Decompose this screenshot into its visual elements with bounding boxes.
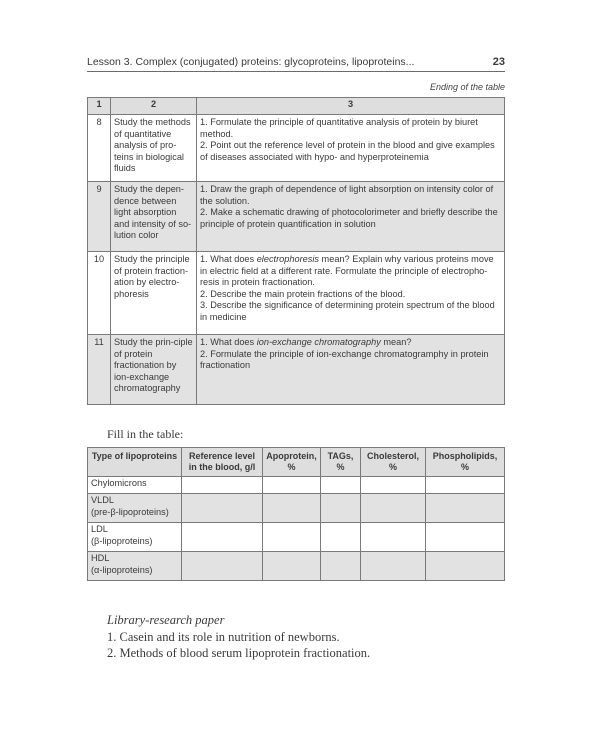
tasks-cell xyxy=(197,252,505,335)
topic-cell: Study the principle of protein fraction-ation by electro-phoresis xyxy=(111,252,197,335)
table-row xyxy=(88,494,505,523)
blank-cell[interactable] xyxy=(361,523,426,552)
blank-cell[interactable] xyxy=(321,523,361,552)
task-item: 1. Formulate the principle of quantitative analysis of protein by biuret method. xyxy=(200,117,478,139)
library-research-section xyxy=(107,612,370,662)
lipoprotein-name: LDL xyxy=(91,524,108,534)
topic-cell: Study the prin-ciple of protein fractionation by ion-exchange chromatography xyxy=(111,335,197,405)
lipoprotein-name: Chylomicrons xyxy=(91,478,147,488)
lipoprotein-type-cell xyxy=(88,477,182,494)
lipoprotein-type-cell xyxy=(88,494,182,523)
blank-cell[interactable] xyxy=(361,552,426,581)
row-number: 10 xyxy=(88,252,111,335)
lesson-tasks-table xyxy=(87,97,505,405)
task-item: 3. Describe the significance of determining protein spectrum of the blood in medicine xyxy=(200,300,495,322)
table-row xyxy=(88,115,505,182)
task-item: 1. Draw the graph of dependence of light absorption on intensity color of the solution. xyxy=(200,184,494,206)
column-header: TAGs, % xyxy=(321,448,361,477)
table-row xyxy=(88,477,505,494)
lipoprotein-alias: (β-lipoproteins) xyxy=(91,535,153,546)
list-item: 2. Methods of blood serum lipoprotein fractionation. xyxy=(107,646,371,660)
task-item: 2. Point out the reference level of protein in the blood and give examples of diseases associated with hypo- and hyperproteinemia xyxy=(200,140,495,162)
row-number: 11 xyxy=(88,335,111,405)
blank-cell[interactable] xyxy=(182,477,263,494)
table-row xyxy=(88,552,505,581)
task-text: mean? Explain why various proteins move in electric field at a different rate. Formulate the principle of electropho-resis in protein fractionation. xyxy=(200,254,494,288)
topic-cell: Study the methods of quantitative analysis of pro-teins in biological fluids xyxy=(111,115,197,182)
task-term: electrophoresis xyxy=(256,254,319,264)
task-text: mean? xyxy=(380,337,412,347)
blank-cell[interactable] xyxy=(321,494,361,523)
lipoprotein-alias: (pre-β-lipoproteins) xyxy=(91,506,169,517)
task-item: 2. Formulate the principle of ion-exchange chromatogramphy in protein fractionation xyxy=(200,348,489,371)
column-header: Phospholipids, % xyxy=(426,448,505,477)
task-text: 1. What does xyxy=(200,254,257,264)
column-header: Reference level in the blood, g/l xyxy=(182,448,263,477)
blank-cell[interactable] xyxy=(263,494,321,523)
column-header: 2 xyxy=(111,98,197,115)
tasks-cell xyxy=(197,115,505,182)
tasks-cell xyxy=(197,182,505,252)
blank-cell[interactable] xyxy=(426,552,505,581)
task-text: 1. What does xyxy=(200,337,257,347)
list-item: 1. Casein and its role in nutrition of newborns. xyxy=(107,629,340,644)
blank-cell[interactable] xyxy=(426,494,505,523)
running-header xyxy=(87,52,505,72)
blank-cell[interactable] xyxy=(182,552,263,581)
table-header-row xyxy=(88,448,505,477)
table-row xyxy=(88,335,505,405)
lipoprotein-alias: (α-lipoproteins) xyxy=(91,564,153,575)
topic-cell: Study the depen-dence between light absorption and intensity of so-lution color xyxy=(111,182,197,252)
blank-cell[interactable] xyxy=(182,523,263,552)
fill-instruction: Fill in the table: xyxy=(107,427,184,441)
table-header-row xyxy=(88,98,505,115)
tasks-cell xyxy=(197,335,505,405)
task-item xyxy=(200,337,501,349)
lipoprotein-type-cell xyxy=(88,552,182,581)
column-header: Type of lipoproteins xyxy=(88,448,182,477)
task-item xyxy=(200,254,501,289)
blank-cell[interactable] xyxy=(426,523,505,552)
page-number: 23 xyxy=(492,56,505,68)
column-header: Cholesterol, % xyxy=(361,448,426,477)
blank-cell[interactable] xyxy=(182,494,263,523)
column-header: Apoprotein, % xyxy=(263,448,321,477)
blank-cell[interactable] xyxy=(263,477,321,494)
row-number: 9 xyxy=(88,182,111,252)
lipoproteins-table xyxy=(87,447,505,581)
blank-cell[interactable] xyxy=(321,552,361,581)
lipoprotein-name: HDL xyxy=(91,553,110,563)
table-row xyxy=(88,523,505,552)
table-row xyxy=(88,252,505,335)
blank-cell[interactable] xyxy=(361,494,426,523)
table-row xyxy=(88,182,505,252)
table-caption: Ending of the table xyxy=(429,82,505,92)
lipoprotein-type-cell xyxy=(88,523,182,552)
task-term: ion-exchange chromatography xyxy=(256,337,381,347)
task-item: 2. Describe the main protein fractions of the blood. xyxy=(200,288,406,299)
blank-cell[interactable] xyxy=(321,477,361,494)
blank-cell[interactable] xyxy=(361,477,426,494)
column-header: 3 xyxy=(197,98,505,115)
blank-cell[interactable] xyxy=(263,523,321,552)
lipoprotein-name: VLDL xyxy=(91,495,114,505)
blank-cell[interactable] xyxy=(426,477,505,494)
row-number: 8 xyxy=(88,115,111,182)
column-header: 1 xyxy=(88,98,111,115)
blank-cell[interactable] xyxy=(263,552,321,581)
section-title: Library-research paper xyxy=(107,613,225,627)
task-item: 2. Make a schematic drawing of photocolorimeter and briefly describe the principle of protein quantification in solution xyxy=(200,207,498,229)
running-title: Lesson 3. Complex (conjugated) proteins: glycoproteins, lipoproteins... xyxy=(87,56,415,68)
